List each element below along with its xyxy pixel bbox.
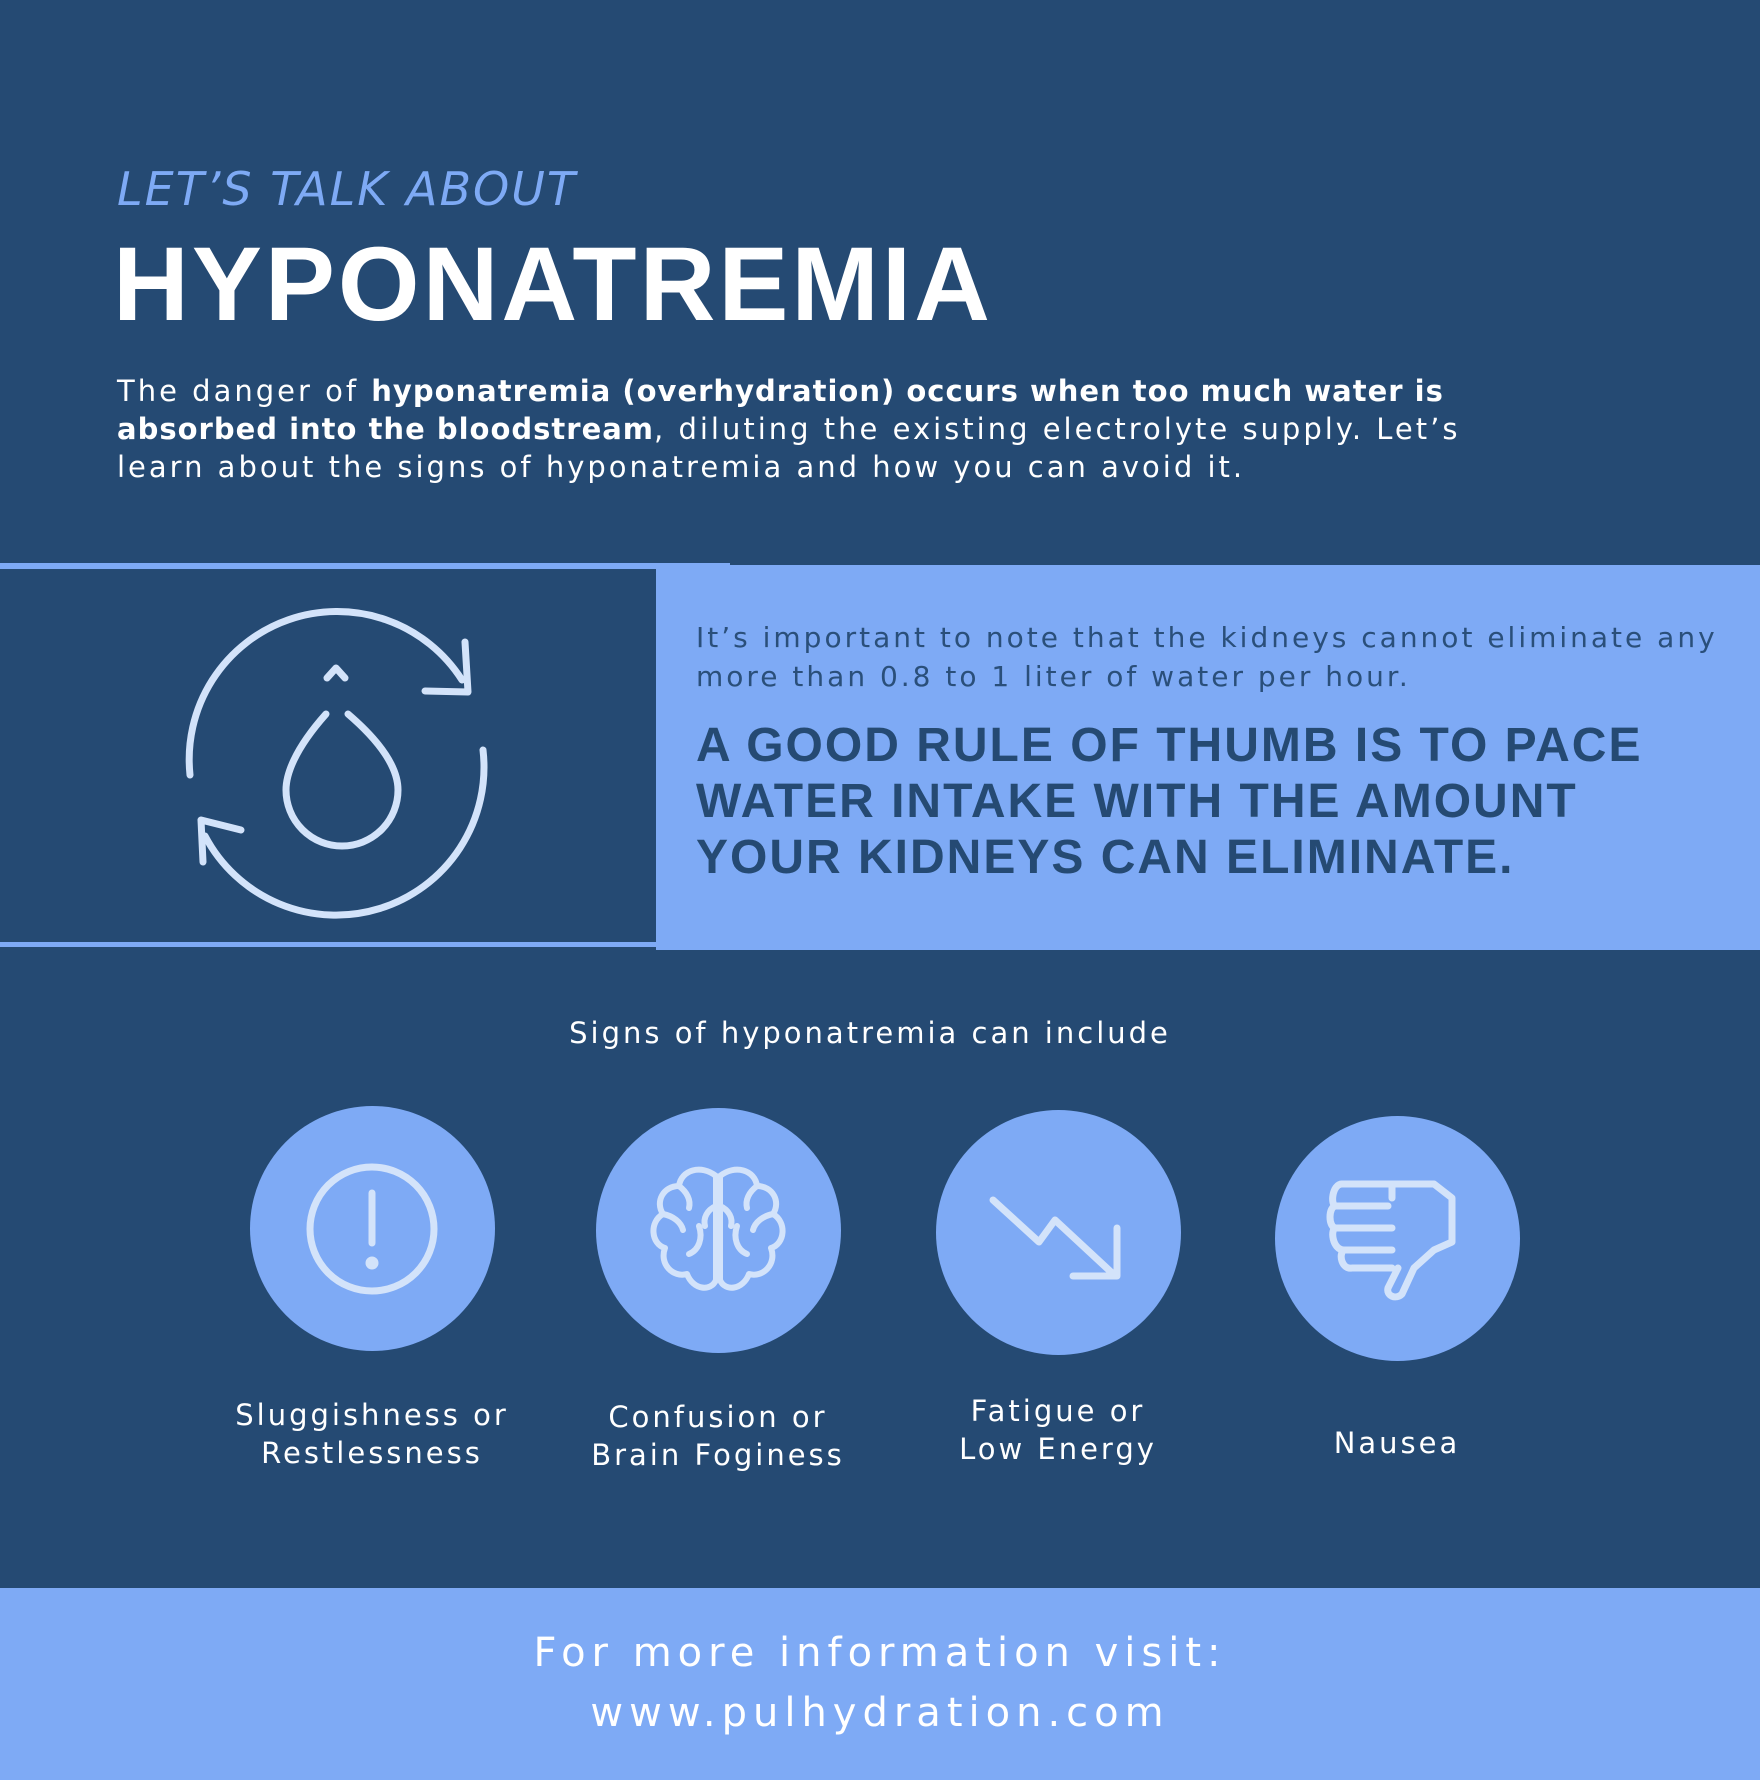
sign-sluggishness xyxy=(212,1106,532,1470)
sign-fatigue xyxy=(898,1110,1218,1466)
sign-circle xyxy=(1275,1116,1520,1361)
signs-heading: Signs of hyponatremia can include xyxy=(569,1016,1171,1050)
sign-label-line2: Low Energy xyxy=(959,1432,1157,1466)
brain-icon xyxy=(643,1156,793,1306)
sign-label xyxy=(212,1396,532,1472)
page-title: HYPONATREMIA xyxy=(113,226,993,343)
exclamation-icon xyxy=(302,1159,442,1299)
sign-circle xyxy=(250,1106,495,1351)
sign-label-line1: Fatigue or xyxy=(970,1394,1146,1428)
sign-confusion xyxy=(558,1108,878,1472)
sign-label xyxy=(558,1398,878,1474)
intro-paragraph xyxy=(117,372,1557,486)
rule-of-thumb: A GOOD RULE OF THUMB IS TO PACE WATER INTAKE WITH THE AMOUNT YOUR KIDNEYS CAN ELIMINATE. xyxy=(696,719,1643,884)
band-divider-bottom xyxy=(0,942,660,947)
sign-label-line2: Brain Foginess xyxy=(591,1438,845,1472)
sign-label-line1: Confusion or xyxy=(608,1400,828,1434)
sign-label xyxy=(898,1392,1218,1468)
sign-label-line1: Nausea xyxy=(1333,1426,1461,1460)
band-divider-top xyxy=(0,563,730,569)
kidney-note: It’s important to note that the kidneys cannot eliminate any more than 0.8 to 1 liter of water per hour. xyxy=(696,621,1718,693)
kicker-text: LET’S TALK ABOUT xyxy=(117,162,577,216)
water-drop-cycle-icon xyxy=(180,600,500,920)
thumbs-down-icon xyxy=(1322,1164,1472,1314)
sign-label xyxy=(1237,1424,1557,1462)
intro-text-end: , diluting the existing electrolyte supply. Let’s learn about the signs of hyponatremia and how you can avoid it. xyxy=(117,412,1461,484)
sign-label-line1: Sluggishness or xyxy=(235,1398,509,1432)
sign-label-line2: Restlessness xyxy=(261,1436,483,1470)
intro-text-start: The danger of xyxy=(117,374,372,408)
website-link[interactable]: www.pulhydration.com xyxy=(590,1690,1170,1736)
footer-text: For more information visit: xyxy=(533,1630,1227,1676)
footer xyxy=(0,1588,1760,1780)
sign-circle xyxy=(596,1108,841,1353)
sign-circle xyxy=(936,1110,1181,1355)
sign-nausea xyxy=(1237,1116,1557,1460)
trend-down-icon xyxy=(983,1158,1133,1308)
intro-bold-text: hyponatremia (overhydration) occurs when too much water is absorbed into the bloodstream xyxy=(117,374,1444,446)
